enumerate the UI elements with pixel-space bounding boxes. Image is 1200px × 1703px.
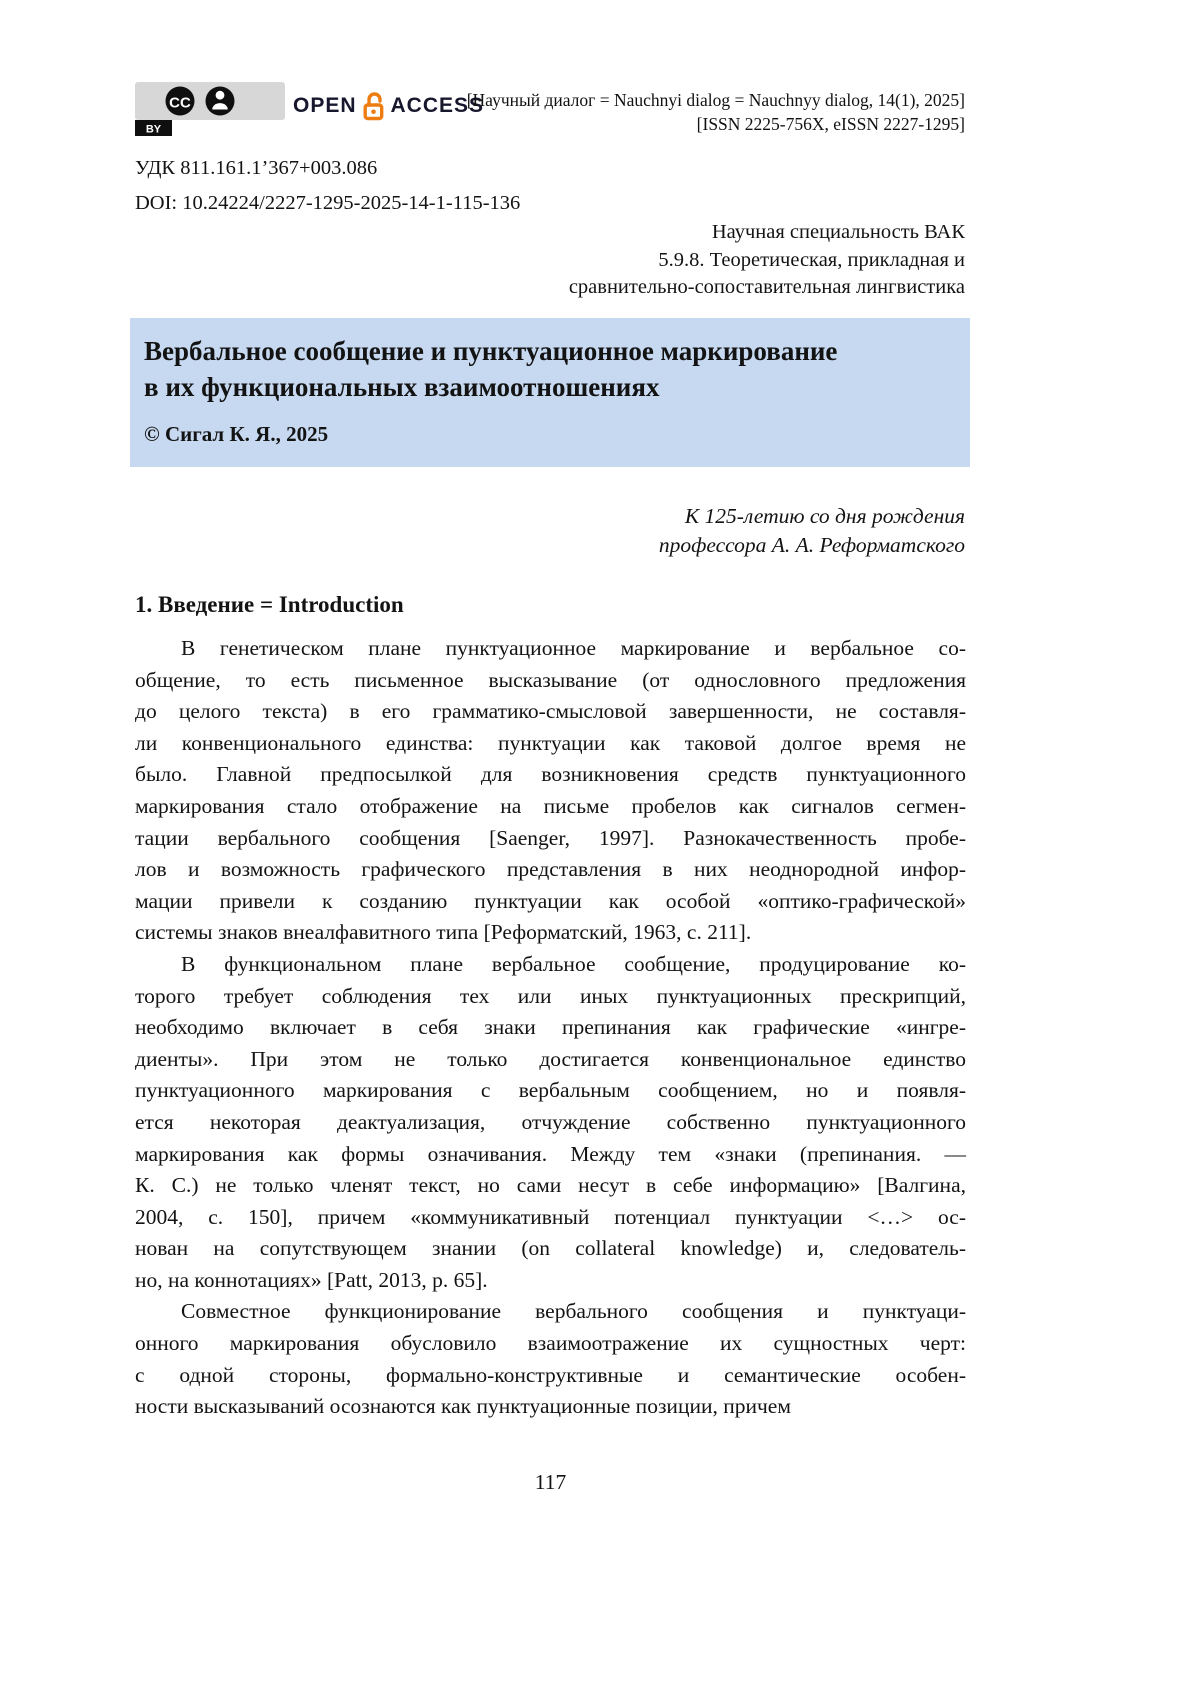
- paragraph-line: с одной стороны, формально-конструктивные и семантические особен-: [135, 1362, 966, 1387]
- paragraph: [135, 949, 966, 1297]
- body-paragraphs: [135, 633, 966, 1423]
- cc-by-icon: [135, 82, 285, 136]
- cc-by-badge: [135, 82, 285, 141]
- paragraph-line: торого требует соблюдения тех или иных пунктуационных прескрипций,: [135, 983, 966, 1008]
- open-access-open-label: OPEN: [293, 94, 357, 117]
- paragraph-line: маркирования стало отображение на письме пробелов как сигналов сегмен-: [135, 793, 966, 818]
- paragraph-line: пунктуационного маркирования с вербальным сообщением, но и появля-: [135, 1078, 966, 1103]
- open-access-logo: [293, 90, 484, 122]
- paragraph-line: маркирования как формы означивания. Между тем «знаки (препинания. —: [135, 1141, 966, 1166]
- paragraph-line: тации вербального сообщения [Saenger, 1997]. Разнокачественность пробе-: [135, 825, 966, 850]
- paragraph: [135, 633, 966, 949]
- section-heading: 1. Введение = Introduction: [135, 592, 404, 617]
- paragraph-line: общение, то есть письменное высказывание (от однословного предложения: [135, 667, 966, 692]
- dedication-line: профессора А. А. Реформатского: [658, 532, 965, 557]
- paragraph-line: Совместное функционирование вербального сообщения и пунктуаци-: [181, 1299, 966, 1324]
- paragraph-line: К. С.) не только членят текст, но сами несут в себе информацию» [Валгина,: [135, 1173, 966, 1198]
- dedication: [659, 502, 965, 559]
- open-access-access-label: ACCESS: [390, 94, 485, 117]
- paragraph-line: В функциональном плане вербальное сообщение, продуцирование ко-: [181, 951, 966, 976]
- journal-issn-line: [ISSN 2225-756X, eISSN 2227-1295]: [696, 114, 965, 134]
- paragraph-line: нован на сопутствующем знании (on collateral knowledge) и, следователь-: [135, 1236, 966, 1261]
- article-title-line: в их функциональных взаимоотношениях: [144, 372, 660, 402]
- title-block: [130, 318, 970, 467]
- journal-title-line: [Научный диалог = Nauchnyi dialog = Nauchnyy dialog, 14(1), 2025]: [466, 90, 965, 110]
- paragraph-line: но, на коннотациях» [Patt, 2013, p. 65].: [135, 1267, 488, 1292]
- paragraph-line: необходимо включает в себя знаки препинания как графические «ингре-: [135, 1015, 966, 1040]
- journal-info: [467, 88, 965, 136]
- paragraph-line: ли конвенционального единства: пунктуации как таковой долгое время не: [135, 730, 966, 755]
- vak-specialty-line: сравнительно-сопоставительная лингвистика: [568, 276, 965, 298]
- paragraph-line: до целого текста) в его грамматико-смысловой завершенности, не составля-: [135, 699, 966, 724]
- vak-specialty-line: 5.9.8. Теоретическая, прикладная и: [658, 248, 965, 271]
- cc-by-label: BY: [145, 123, 162, 136]
- article-title-line: Вербальное сообщение и пунктуационное маркирование: [144, 336, 838, 366]
- paragraph-line: лов и возможность графического представления в них неоднородной инфор-: [135, 857, 966, 882]
- paragraph-line: диенты». При этом не только достигается конвенциональное единство: [135, 1046, 966, 1071]
- person-icon: [216, 91, 225, 100]
- doi-code: DOI: 10.24224/2227-1295-2025-14-1-115-136: [135, 192, 521, 214]
- paragraph: [135, 1296, 966, 1422]
- paragraph-line: системы знаков внеалфавитного типа [Реформатский, 1963, с. 211].: [135, 920, 752, 945]
- dedication-line: К 125-летию со дня рождения: [684, 504, 965, 528]
- paragraph-line: В генетическом плане пунктуационное маркирование и вербальное со-: [181, 636, 966, 660]
- paragraph-line: мации привели к созданию пунктуации как особой «оптико-графической»: [135, 888, 966, 913]
- vak-specialty: [569, 219, 965, 302]
- paragraph-line: было. Главной предпосылкой для возникновения средств пунктуационного: [135, 762, 966, 787]
- paragraph-line: 2004, с. 150], причем «коммуникативный потенциал пунктуации <…> ос-: [135, 1204, 966, 1229]
- copyright-line: © Сигал К. Я., 2025: [144, 422, 329, 446]
- open-lock-icon: [362, 90, 386, 122]
- cc-circle-label: CC: [169, 94, 191, 112]
- paragraph-line: ности высказываний осознаются как пунктуационные позиции, причем: [135, 1394, 791, 1419]
- page-number: 117: [534, 1470, 567, 1494]
- udk-code: УДК 811.161.1’367+003.086: [135, 157, 378, 179]
- vak-specialty-line: Научная специальность ВАК: [711, 221, 965, 243]
- paragraph-line: онного маркирования обусловило взаимоотражение их сущностных черт:: [135, 1331, 966, 1356]
- paragraph-line: ется некоторая деактуализация, отчуждение собственно пунктуационного: [135, 1109, 966, 1134]
